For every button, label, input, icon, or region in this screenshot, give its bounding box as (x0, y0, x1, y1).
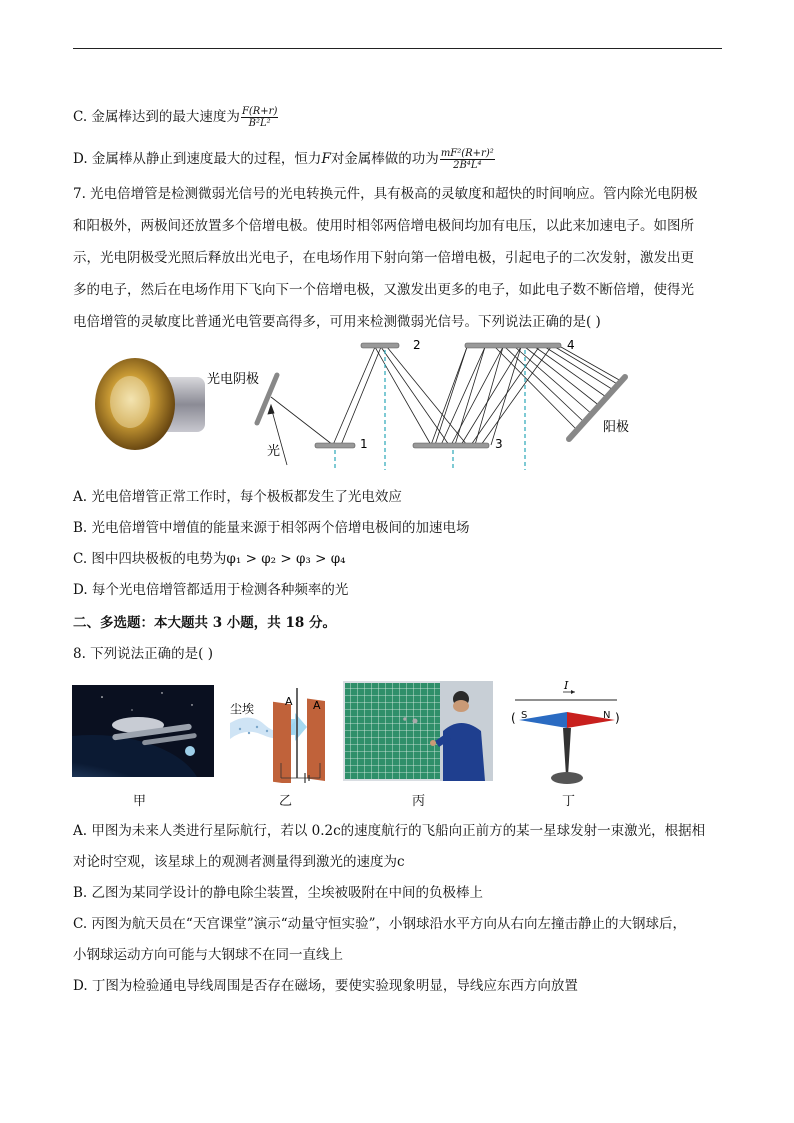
caption-bing: 丙 (412, 794, 426, 809)
q6-option-c (73, 106, 278, 129)
header-rule (73, 48, 722, 49)
q7-option-b: B. 光电倍增管中增值的能量来源于相邻两个倍增电极间的加速电场 (73, 520, 470, 536)
light-label: 光 (267, 444, 281, 459)
q7-stem-line-3: 示，光电阴极受光照后释放出光电子，在电场作用下射向第一倍增电极，引起电子的二次发射，激发出更 (73, 250, 694, 266)
q8-option-c-line-2: 小钢球运动方向可能与大钢球不在同一直线上 (73, 947, 343, 963)
q7-stem-line-2: 和阳极外，两极间还放置多个倍增电极。使用时相邻两倍增电极间均加有电压，以此来加速电子。如图所 (73, 218, 694, 234)
anode-label: 阳极 (603, 420, 630, 435)
caption-ding: 丁 (562, 794, 576, 809)
q6-option-d-fraction: $\frac{\text{mF²(R+r)²}}{\text{2B⁴L⁴}}$ (440, 148, 494, 171)
dynode-3-label: 3 (495, 437, 503, 451)
q7-option-d: D. 每个光电倍增管都适用于检测各种频率的光 (73, 582, 349, 598)
dynode-2-label: 2 (413, 338, 421, 352)
plate-a-label-2: A (313, 699, 321, 712)
svg-text:(: ( (511, 711, 516, 725)
plate-a-label-1: A (285, 695, 293, 708)
q7-option-c: C. 图中四块极板的电势为φ₁ > φ₂ > φ₃ > φ₄ (73, 551, 346, 567)
q6-option-c-fraction: $\frac{F(R+r)}{\text{B²L²}}$ (241, 106, 278, 129)
q8-option-b: B. 乙图为某同学设计的静电除尘装置，尘埃被吸附在中间的负极棒上 (73, 885, 484, 901)
q8-stem: 8. 下列说法正确的是( ) (73, 646, 213, 662)
caption-jia: 甲 (133, 794, 147, 809)
q7-stem-line-4: 多的电子，然后在电场作用下飞向下一个倍增电极，又激发出更多的电子，如此电子数不断倍增，使得光 (73, 282, 694, 298)
dynode-4-label: 4 (567, 338, 575, 352)
q7-option-a: A. 光电倍增管正常工作时，每个极板都发生了光电效应 (73, 489, 402, 505)
south-pole-label: S (521, 710, 528, 721)
photomultiplier-photo (90, 352, 210, 457)
cathode-label: 光电阴极 (207, 372, 260, 387)
figure-yi-precipitator (225, 683, 340, 783)
q7-stem-line-5: 电倍增管的灵敏度比普通光电管要高得多，可用来检测微弱光信号。下列说法正确的是( ) (73, 314, 601, 330)
dust-label: 尘埃 (230, 702, 255, 716)
dynode-1-label: 1 (360, 437, 368, 451)
q8-option-d: D. 丁图为检验通电导线周围是否存在磁场，要使实验现象明显，导线应东西方向放置 (73, 978, 578, 994)
caption-yi: 乙 (279, 794, 293, 809)
q8-option-c-line-1: C. 丙图为航天员在“天宫课堂”演示“动量守恒实验”，小钢球沿水平方向从右向左撞击静止的大钢球后， (73, 916, 687, 932)
section-heading: 二、多选题：本大题共 3 小题，共 18 分。 (73, 615, 336, 631)
photomultiplier-diagram (205, 335, 640, 470)
figure-ding-compass (505, 680, 625, 790)
figure-bing-astronaut (343, 681, 493, 781)
q7-stem-line-1: 7. 光电倍增管是检测微弱光信号的光电转换元件，具有极高的灵敏度和超快的时间响应。管内除光电阴极 (73, 186, 698, 202)
q6-option-c-text: C. 金属棒达到的最大速度为 (73, 109, 240, 125)
q8-option-a-line-1: A. 甲图为未来人类进行星际航行，若以 0.2c的速度航行的飞船向正前方的某一星球发射一束激光，根据相 (73, 823, 706, 839)
q6-option-d: D. 金属棒从静止到速度最大的过程，恒力F对金属棒做的功为 $\frac{\text{mF²(R+r)²}}{\text{2B⁴L⁴}}$ (73, 148, 494, 171)
north-pole-label: N (603, 710, 611, 721)
svg-text:): ) (615, 711, 620, 725)
q8-option-a-line-2: 对论时空观，该星球上的观测者测量得到激光的速度为c (73, 854, 405, 870)
figure-jia-spaceship (72, 685, 214, 777)
current-label: I (564, 680, 569, 692)
